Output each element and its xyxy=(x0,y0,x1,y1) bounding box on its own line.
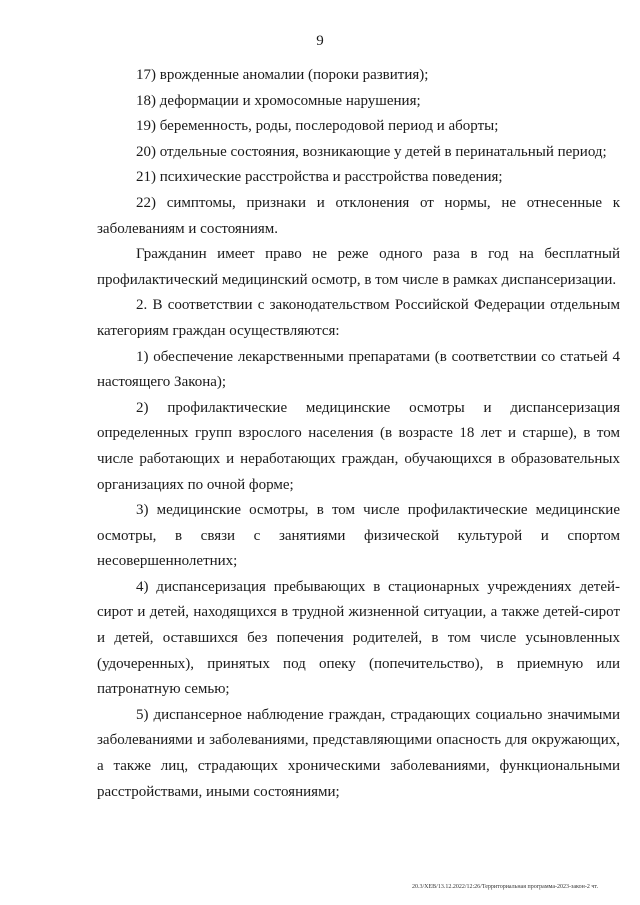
list-item-17: 17) врожденные аномалии (пороки развития); xyxy=(136,67,429,83)
list-item-21: 21) психические расстройства и расстройства поведения; xyxy=(136,169,503,186)
section-2-intro: 2. В соответствии с законодательством Российской Федерации отдельным категориям граждан осуществляются: xyxy=(97,297,620,339)
document-body xyxy=(97,63,620,805)
page-number: 9 xyxy=(316,33,324,49)
subitem-1: 1) обеспечение лекарственными препаратами (в соответствии со статьей 4 настоящего Закона); xyxy=(97,348,620,391)
list-item-19: 19) беременность, роды, послеродовой период и аборты; xyxy=(136,118,499,135)
subitem-4: 4) диспансеризация пребывающих в стационарных учреждениях детей-сирот и детей, находящихся в трудной жизненной ситуации, а также детей-сирот и детей, оставшихся без попечения родителей, в том числе усыновленных (удочеренных), принятых под опеку (попечительство), в приемную или патронатную семью; xyxy=(97,578,620,698)
subitem-5: 5) диспансерное наблюдение граждан, страдающих социально значимыми заболеваниями и заболеваниями, представляющими опасность для окружающих, а также лиц, страдающих хроническими заболеваниями, функциональными расстройствами, иными состояниями; xyxy=(97,706,620,800)
subitem-2: 2) профилактические медицинские осмотры и диспансеризация определенных групп взрослого населения (в возрасте 18 лет и старше), в том числе работающих и неработающих граждан, обучающихся в образовательных организациях по очной форме; xyxy=(97,399,620,493)
list-item-20: 20) отдельные состояния, возникающие у детей в перинатальный период; xyxy=(136,143,607,160)
subitem-3: 3) медицинские осмотры, в том числе профилактические медицинские осмотры, в связи с занятиями физической культурой и спортом несовершеннолетних; xyxy=(97,502,620,570)
list-item-22: 22) симптомы, признаки и отклонения от нормы, не отнесенные к заболеваниям и состояниям. xyxy=(97,194,620,237)
list-item-18: 18) деформации и хромосомные нарушения; xyxy=(136,92,421,109)
paragraph-annual-checkup: Гражданин имеет право не реже одного раза в год на бесплатный профилактический медицинский осмотр, в том числе в рамках диспансеризации. xyxy=(97,246,620,288)
document-footer-code: 20.3/ХЕВ/13.12.2022/12:26/Территориальная программа-2023-закон-2 чт. xyxy=(412,884,599,890)
